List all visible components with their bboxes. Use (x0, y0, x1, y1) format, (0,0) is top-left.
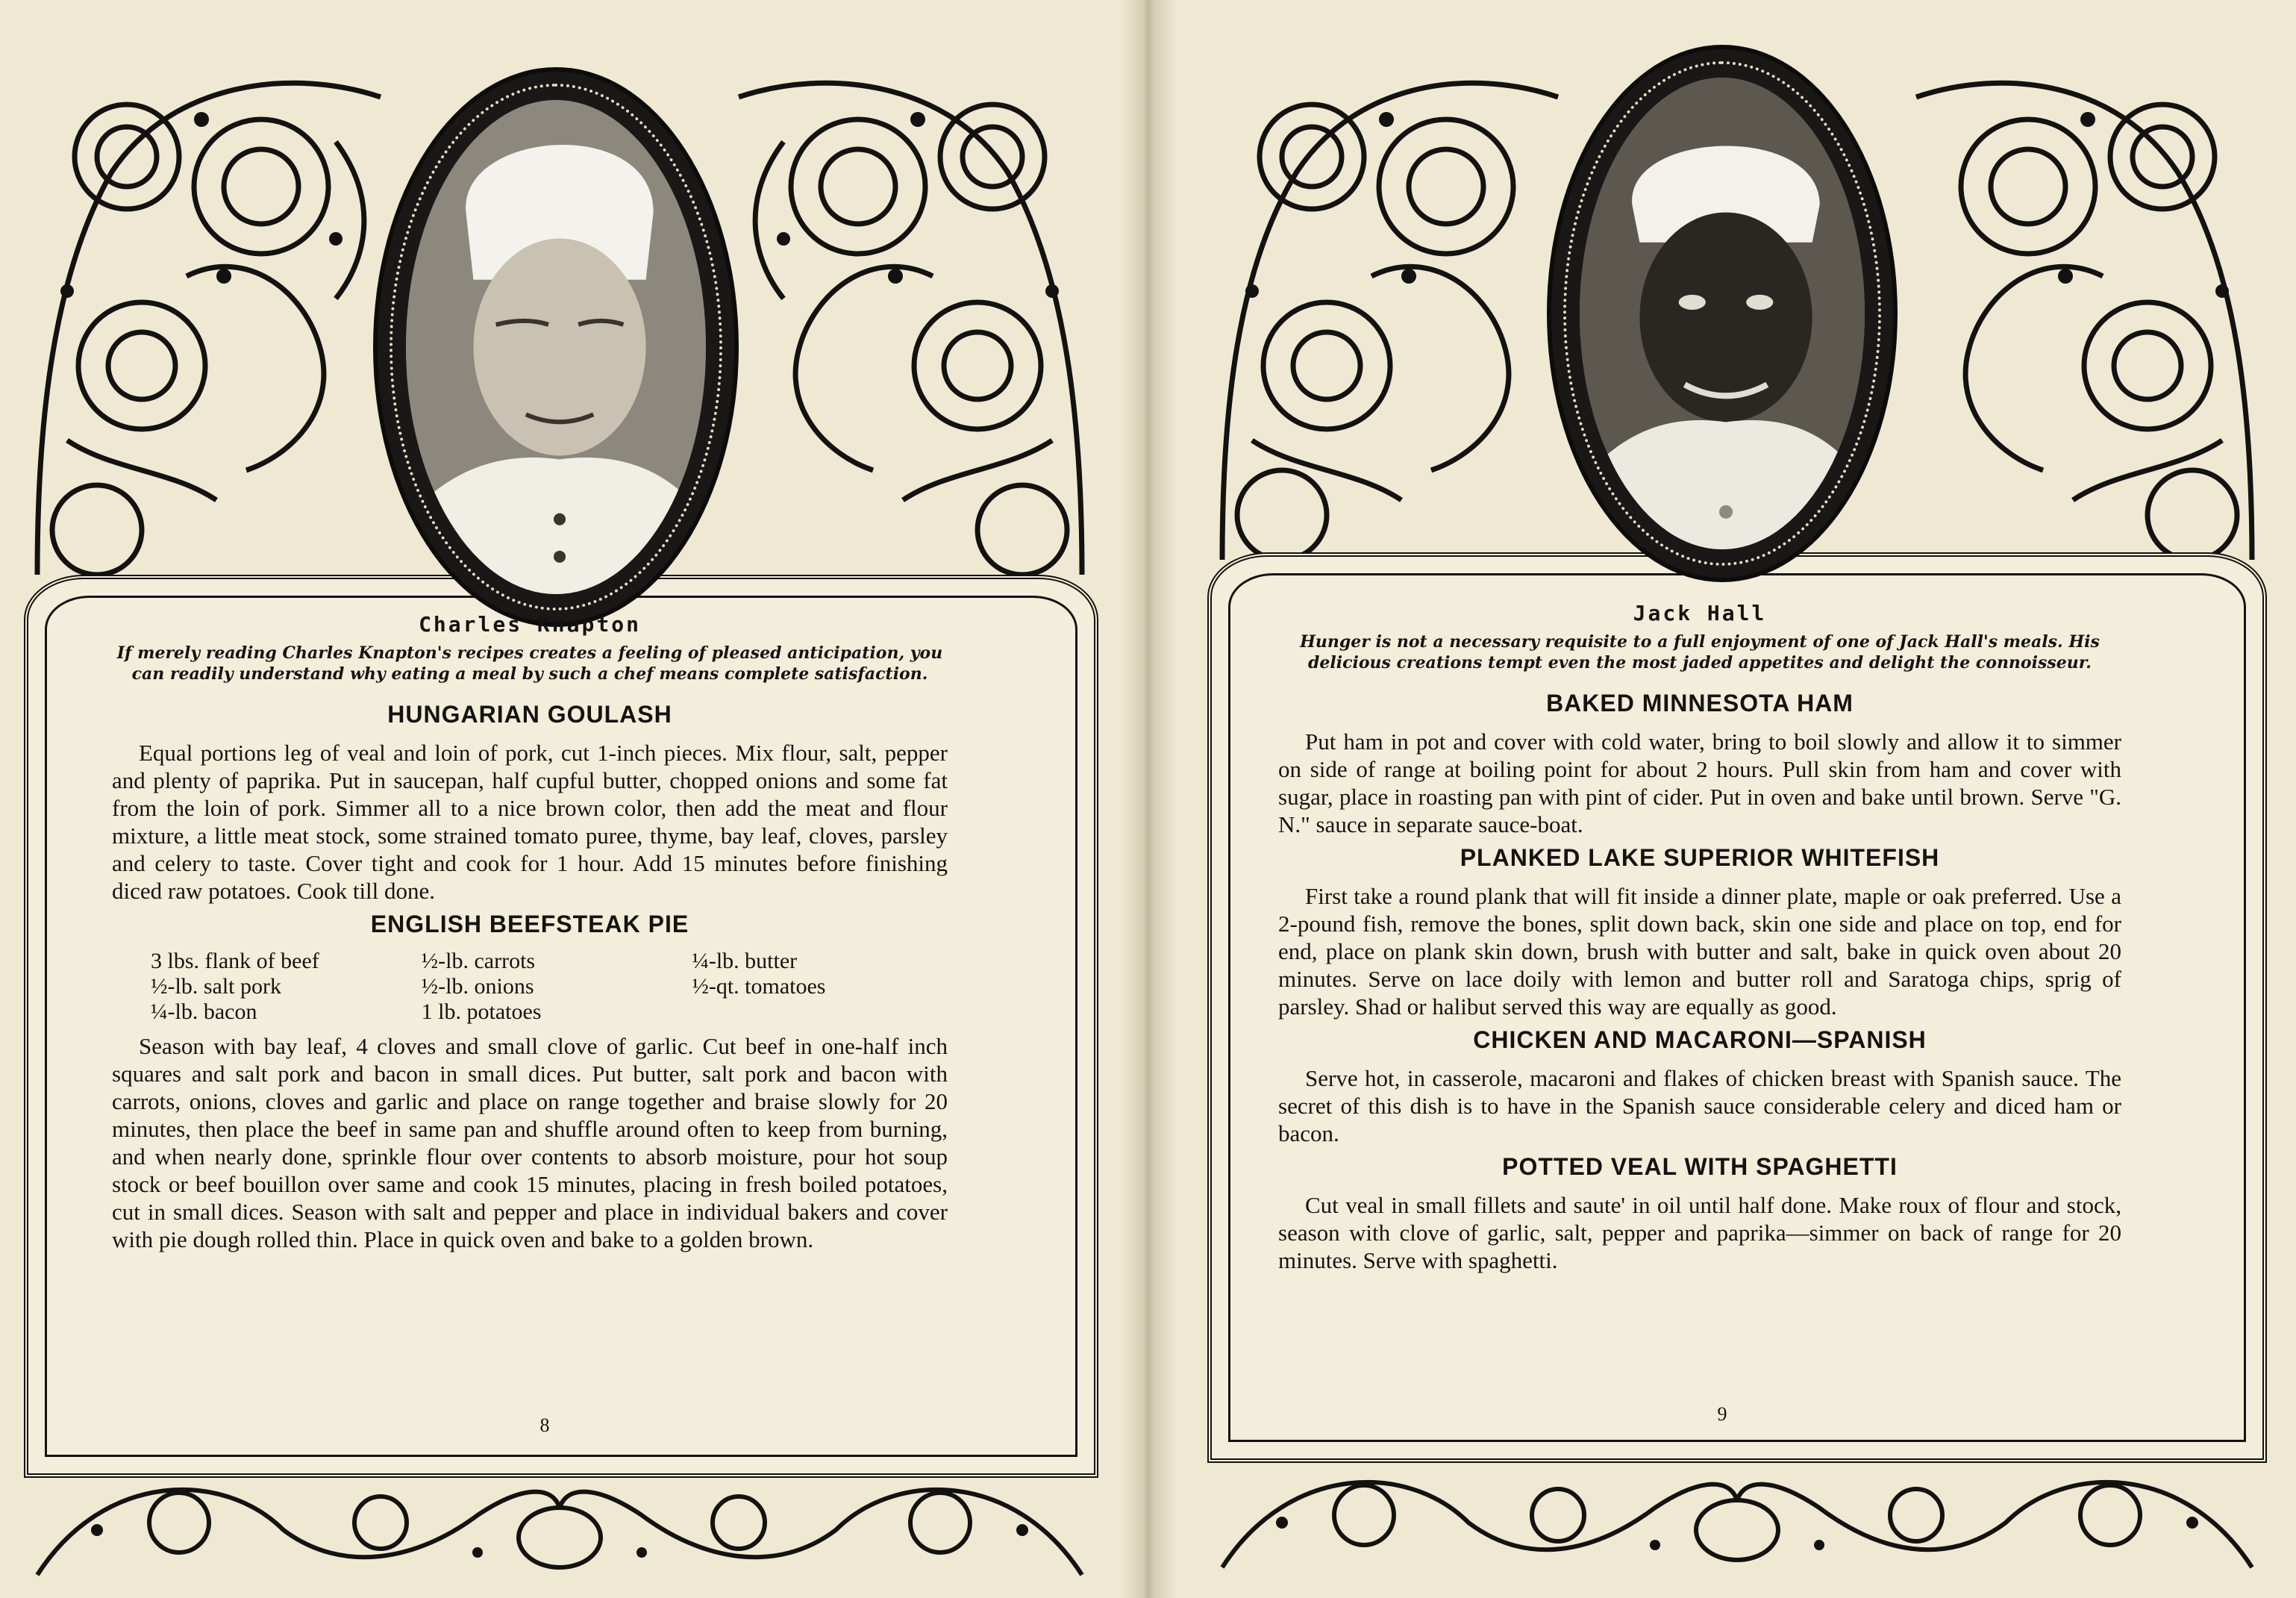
recipe-title: PLANKED LAKE SUPERIOR WHITEFISH (1460, 844, 1940, 871)
ingredient-item: ¼-lb. butter (692, 949, 798, 973)
ingredient-item: ¼-lb. bacon (151, 999, 257, 1024)
right-page (1177, 0, 2296, 1598)
right-text-area (1278, 601, 2121, 1279)
chef-name: Charles Knapton (419, 612, 641, 637)
recipe-body: Cut veal in small fillets and saute' in oil until half done. Make roux of flour and stock, season with clove of garlic, salt, pepper and paprika—simmer on back of range for 20 minutes. Serve with spaghetti. (1278, 1192, 2121, 1273)
recipe-title: BAKED MINNESOTA HAM (1546, 690, 1854, 717)
recipe-body: Season with bay leaf, 4 cloves and small clove of garlic. Cut beef in one-half inch squares and salt pork and bacon in small dices. Put butter, salt pork and bacon with carrots, onions, cloves and garlic and place on range together and braise slowly for 20 minutes, then place the beef in same pan and shuffle around often to keep from burning, and when nearly done, sprinkle flour over contents to absorb moisture, pour hot soup stock or beef bouillon over same and cook 15 minutes, placing in fresh boiled potatoes, cut in small dices. Season with salt and pepper and place in individual bakers and cover with pie dough rolled thin. Place in quick oven and bake to a golden brown. (112, 1033, 948, 1252)
recipe-title: CHICKEN AND MACARONI—SPANISH (1473, 1026, 1927, 1053)
left-text-area (112, 612, 948, 1258)
ingredient-item: ½-qt. tomatoes (692, 974, 826, 999)
recipe-body: Put ham in pot and cover with cold water, bring to boil slowly and allow it to simmer on side of range at boiling point for about 2 hours. Pull skin from ham and cover with sugar, place in roasting pan with pint of cider. Put in oven and bake until brown. Serve "G. N." sauce in separate sauce-boat. (1278, 728, 2121, 837)
page-number: 9 (1717, 1403, 1727, 1425)
recipe-body: Equal portions leg of veal and loin of pork, cut 1-inch pieces. Mix flour, salt, pepper and plenty of paprika. Put in saucepan, half cupful butter, chopped onions and some fat from the loin of pork. Simmer all to a nice brown color, then add the meat and flour mixture, a little meat stock, some strained tomato puree, thyme, bay leaf, cloves, parsley and celery to taste. Cover tight and cook for 1 hour. Add 15 minutes before finishing diced raw potatoes. Cook till done. (112, 740, 948, 904)
left-page (0, 0, 1119, 1598)
scroll-ornament-icon (1215, 1433, 2259, 1575)
book-gutter (1119, 0, 1177, 1598)
recipe-body: Serve hot, in casserole, macaroni and flakes of chicken breast with Spanish sauce. The secret of this dish is to have in the Spanish sauce considerable celery and diced ham or bacon. (1278, 1065, 2121, 1146)
recipe-body: First take a round plank that will fit inside a dinner plate, maple or oak preferred. Use a 2-pound fish, remove the bones, split down back, skin one side and place on top, end for end, place on plank skin down, brush with butter and salt, bake in quick oven about 20 minutes. Serve on lace doily with lemon and butter roll and Saratoga chips, sprig of parsley. Shad or halibut served this way are equally as good. (1278, 883, 2121, 1020)
chef-name: Jack Hall (1633, 601, 1767, 625)
page-number: 8 (539, 1414, 550, 1436)
scroll-ornament-icon (30, 1441, 1089, 1582)
ingredient-item: ½-lb. onions (421, 974, 534, 999)
ingredient-item: ½-lb. salt pork (151, 974, 281, 999)
recipe-title: POTTED VEAL WITH SPAGHETTI (1502, 1153, 1898, 1180)
ingredient-item: 1 lb. potatoes (421, 999, 542, 1024)
chef-portrait-icon (1547, 45, 1898, 582)
recipe-title: ENGLISH BEEFSTEAK PIE (370, 911, 689, 937)
ingredient-item: 3 lbs. flank of beef (151, 949, 319, 973)
chef-description: If merely reading Charles Knapton's recipes creates a feeling of pleased anticipation, you can readily understand why eating a meal by such a chef means complete satisfaction. (116, 643, 943, 684)
chef-portrait-icon (373, 67, 739, 627)
recipe-title: HUNGARIAN GOULASH (387, 701, 672, 728)
chef-description: Hunger is not a necessary requisite to a full enjoyment of one of Jack Hall's meals. His delicious creations tempt even the most jaded appetites and delight the connoisseur. (1300, 632, 2100, 672)
ingredient-item: ½-lb. carrots (421, 949, 536, 973)
ingredient-list (151, 949, 948, 1025)
